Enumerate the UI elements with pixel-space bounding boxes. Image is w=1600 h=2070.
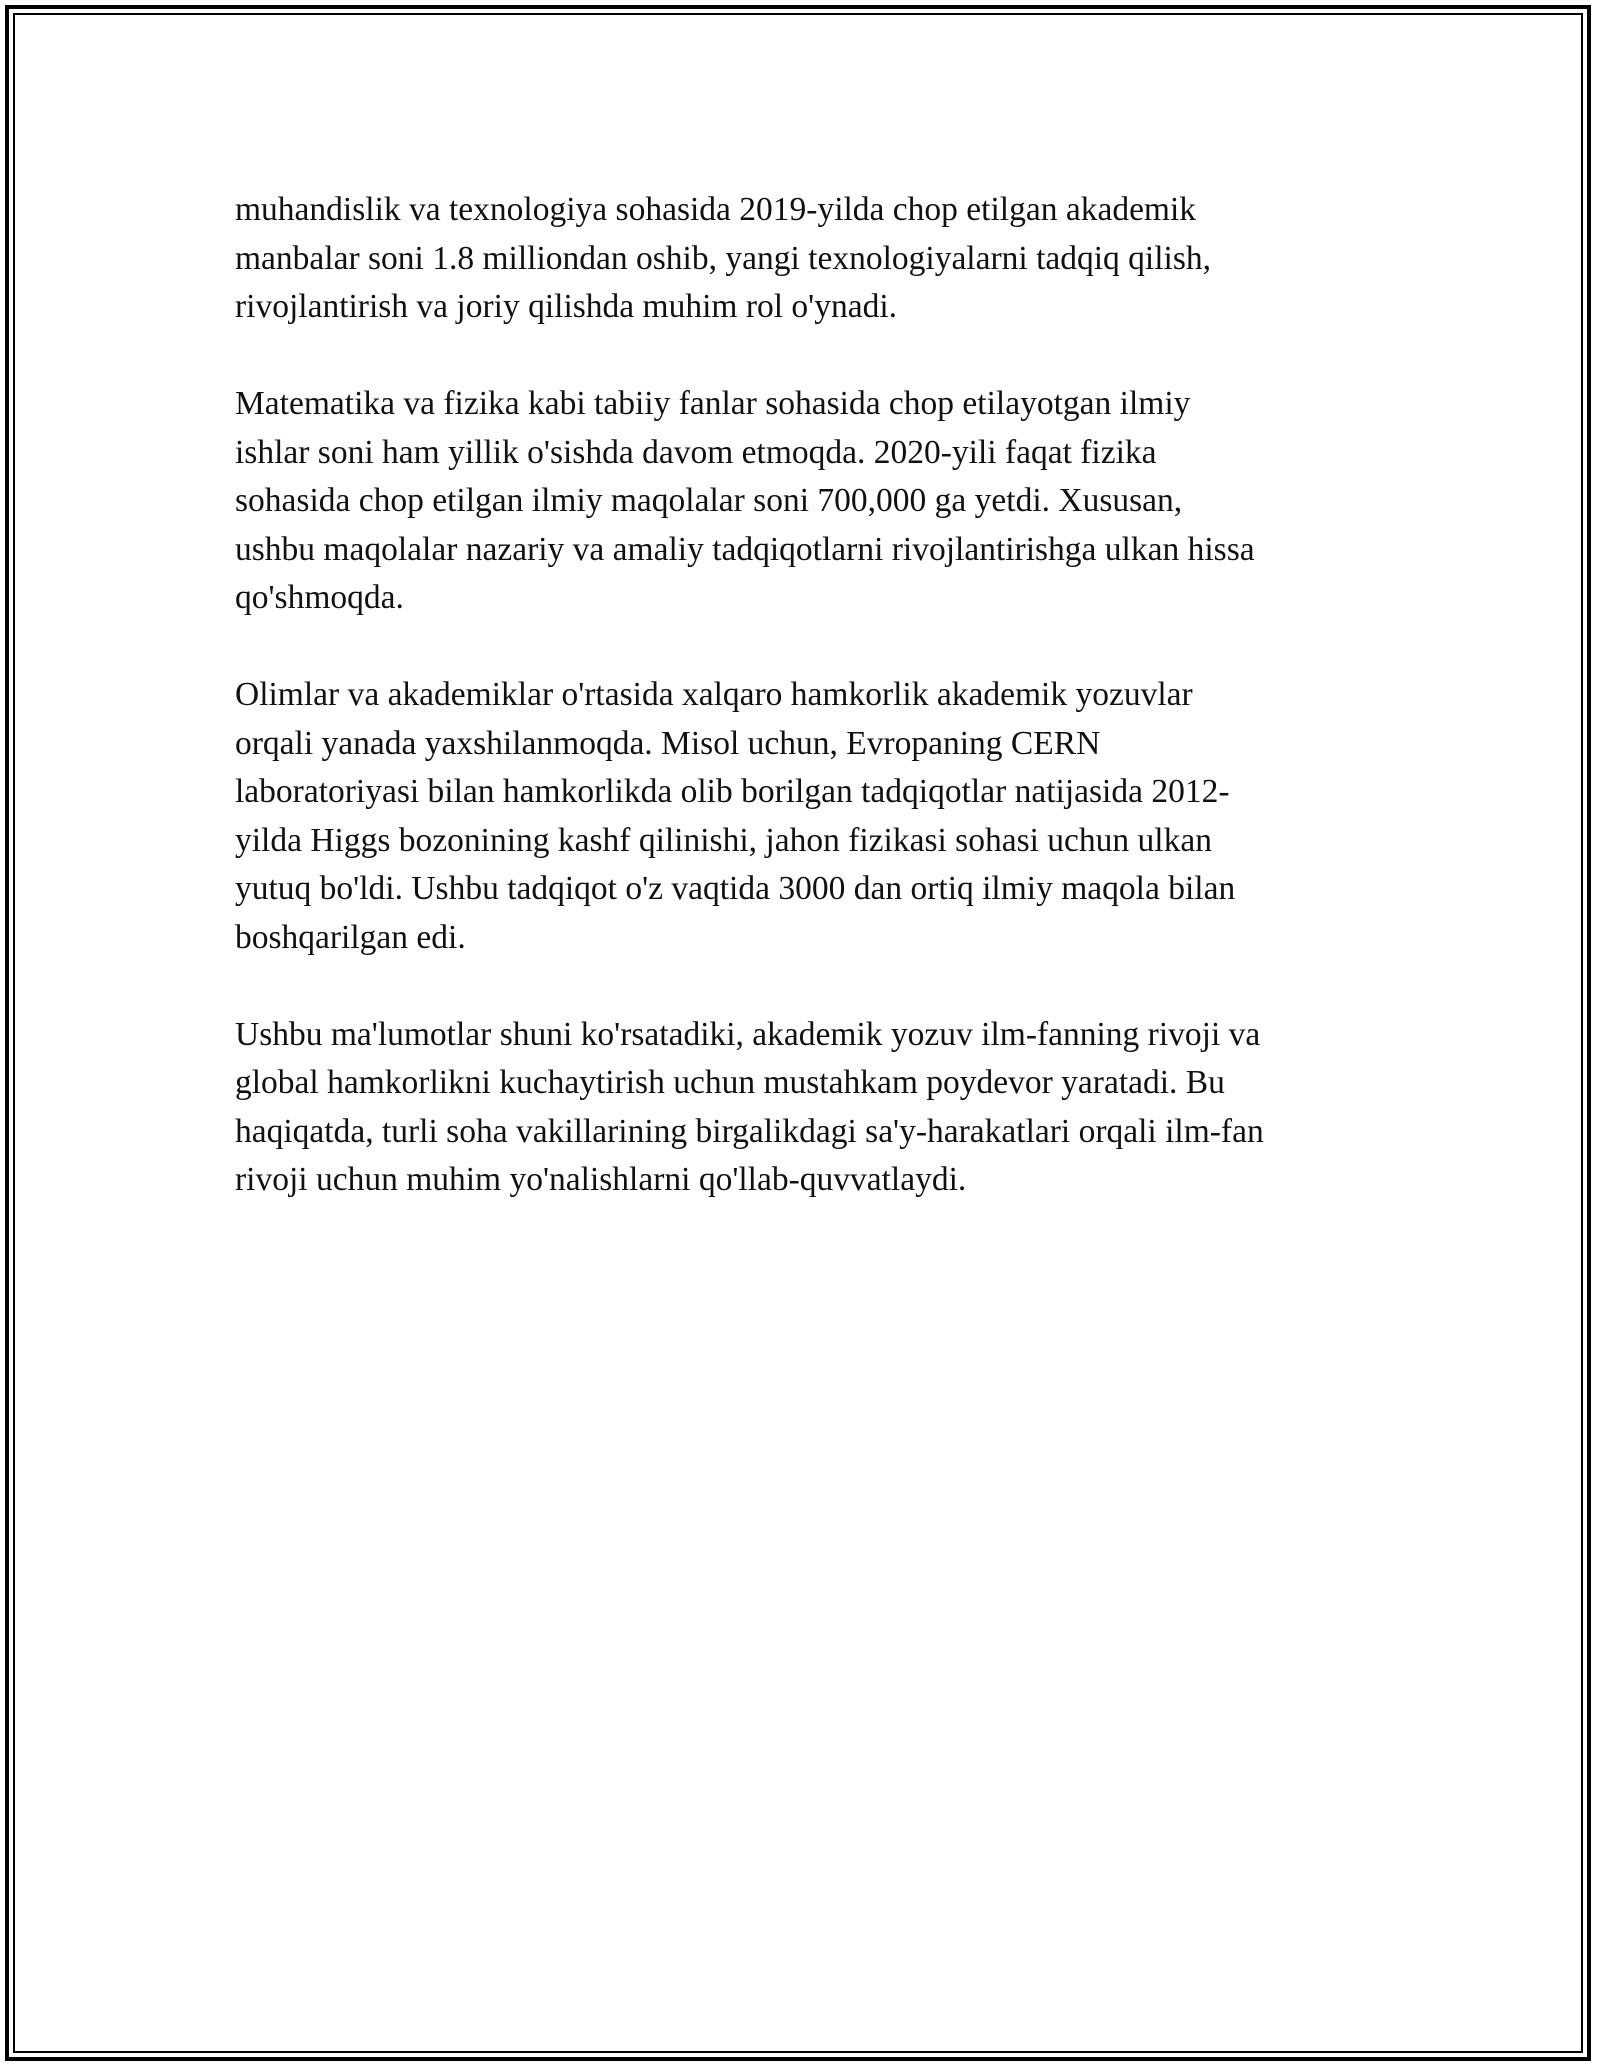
paragraph-2: Matematika va fizika kabi tabiiy fanlar sohasida chop etilayotgan ilmiy ishlar soni ham yillik o'sishda davom etmoqda. 2020-yili faqat fizika sohasida chop etilgan ilmiy maqolalar soni 700,000 ga yetdi. Xususan, ushbu maqolalar nazariy va amaliy tadqiqotlarni rivojlantirishga ulkan hissa qo'shmoqda.	[235, 385, 1255, 616]
paragraph-3: Olimlar va akademiklar o'rtasida xalqaro hamkorlik akademik yozuvlar orqali yanada yaxshilanmoqda. Misol uchun, Evropaning CERN laboratoriyasi bilan hamkorlikda olib borilgan tadqiqotlar natijasida 2012- yilda Higgs bozonining kashf qilinishi, jahon fizikasi sohasi uchun ulkan yutuq bo'ldi. Ushbu tadqiqot o'z vaqtida 3000 dan ortiq ilmiy maqola bilan boshqarilgan edi.	[235, 676, 1236, 956]
paragraph-4: Ushbu ma'lumotlar shuni ko'rsatadiki, akademik yozuv ilm-fanning rivoji va global hamkorlikni kuchaytirish uchun mustahkam poydevor yaratadi. Bu haqiqatda, turli soha vakillarining birgalikdagi sa'y-harakatlari orqali ilm-fan rivoji uchun muhim yo'nalishlarni qo'llab-quvvatlaydi.	[235, 1015, 1264, 1198]
paragraph-1: muhandislik va texnologiya sohasida 2019-yilda chop etilgan akademik manbalar soni 1.8 milliondan oshib, yangi texnologiyalarni tadqiq qilish, rivojlantirish va joriy qilishda muhim rol o'ynadi.	[235, 191, 1212, 325]
document-body	[235, 186, 1375, 1253]
